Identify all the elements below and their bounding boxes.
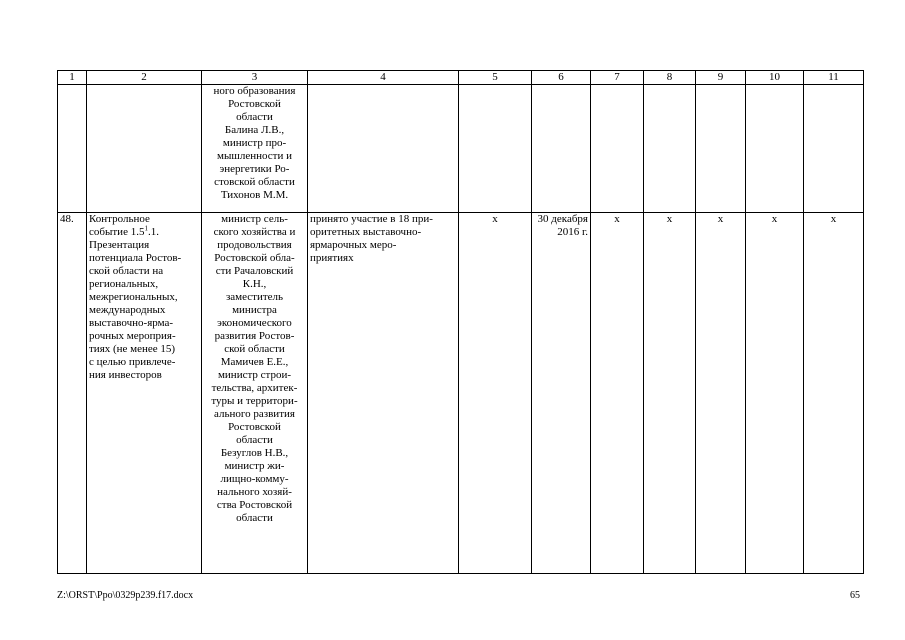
row-number: 48.: [58, 213, 87, 574]
plan-table: [57, 70, 864, 574]
table-cell: [804, 85, 864, 213]
col9-value: х: [696, 213, 746, 574]
table-cell: [58, 85, 87, 213]
table-cell: [644, 85, 696, 213]
page-number: 65: [850, 590, 860, 601]
responsible-continued: ного образования Ростовской области Балина Л.В., министр про- мышленности и энергетики Ро- стовской области Тихонов М.М.: [202, 85, 308, 213]
event-name-part2: .1.: [147, 226, 159, 238]
table-cell: [87, 85, 202, 213]
header-cell: 3: [202, 71, 308, 85]
result: принято участие в 18 при- оритетных выставочно- ярмарочных меро- приятиях: [308, 213, 459, 574]
header-cell: 1: [58, 71, 87, 85]
header-cell: 6: [532, 71, 591, 85]
header-cell: 2: [87, 71, 202, 85]
deadline-date: 30 декабря 2016 г.: [532, 213, 591, 574]
event-name: [87, 213, 202, 574]
table-cell: [746, 85, 804, 213]
event-name-part3: Презентация потенциала Ростов- ской области на региональных, межрегиональных, международных выставочно-ярма- рочных мероприя- тиях (не менее 15) с целью привлече- ния инвесторов: [89, 239, 182, 381]
event-name-part1: Контрольное событие 1.5: [89, 213, 150, 238]
continuation-row: [58, 85, 864, 213]
header-cell: 5: [459, 71, 532, 85]
event-name-superscript: 1: [144, 224, 148, 233]
header-row: [58, 71, 864, 85]
responsible: министр сель- ского хозяйства и продовольствия Ростовской обла- сти Рачаловский К.Н., заместитель министра экономического развития Ростов- ской области Мамичев Е.Е., министр строи- тельства, архитек- туры и территори- ального развития Ростовской области Безуглов Н.В., министр жи- лищно-комму- нального хозяй- ства Ростовской области: [202, 213, 308, 574]
table-row-48: [58, 213, 864, 574]
col10-value: х: [746, 213, 804, 574]
header-cell: 4: [308, 71, 459, 85]
footer-file-path: Z:\ORST\Ppo\0329p239.f17.docx: [57, 590, 194, 601]
header-cell: 7: [591, 71, 644, 85]
header-cell: 11: [804, 71, 864, 85]
table-cell: [696, 85, 746, 213]
col5-value: х: [459, 213, 532, 574]
table-cell: [532, 85, 591, 213]
header-cell: 8: [644, 71, 696, 85]
header-cell: 9: [696, 71, 746, 85]
col11-value: х: [804, 213, 864, 574]
table-cell: [591, 85, 644, 213]
header-cell: 10: [746, 71, 804, 85]
col8-value: х: [644, 213, 696, 574]
table-cell: [308, 85, 459, 213]
table-cell: [459, 85, 532, 213]
col7-value: х: [591, 213, 644, 574]
